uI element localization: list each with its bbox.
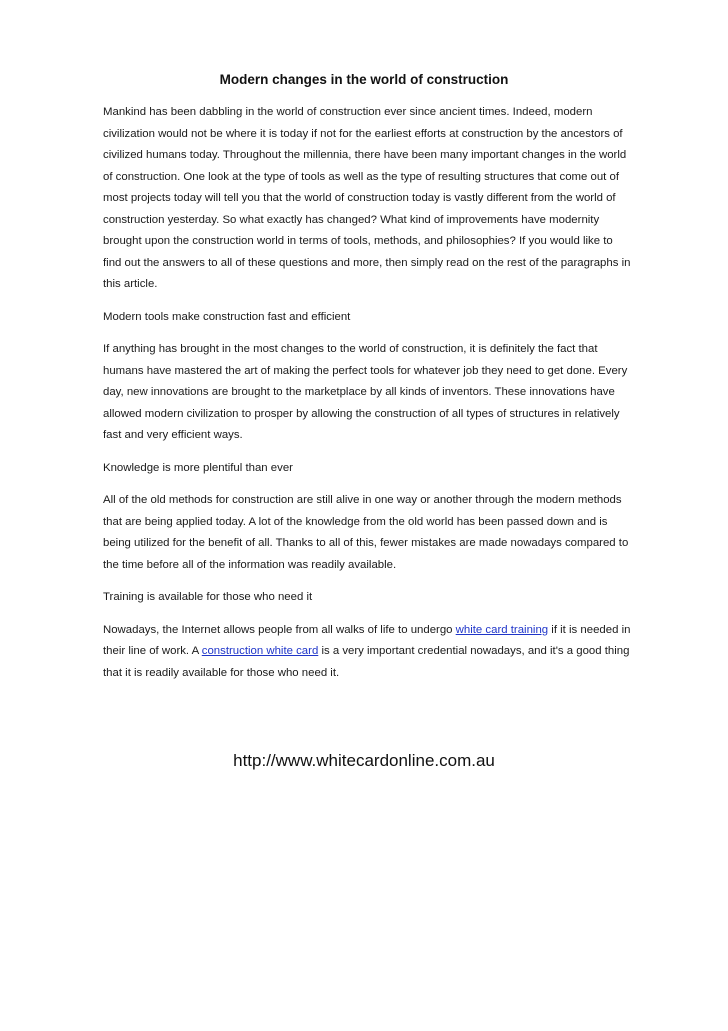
document-body xyxy=(103,102,633,695)
section-heading-training: Training is available for those who need it xyxy=(103,591,313,603)
training-text-part3: is a very important credential nowadays, and it's a good thing that it is readily available for those who need it. xyxy=(103,645,630,679)
section-heading-knowledge: Knowledge is more plentiful than ever xyxy=(103,461,293,474)
section-heading-modern-tools: Modern tools make construction fast and efficient xyxy=(103,310,351,323)
section-body-modern-tools: If anything has brought in the most changes to the world of construction, it is definitely the fact that humans have mastered the art of making the perfect tools for whatever job they need to get done. Every day, new innovations are brought to the marketplace by all kinds of inventors. These innovations have allowed modern civilization to prosper by allowing the construction of all types of structures in relatively fast and very efficient ways. xyxy=(103,343,628,441)
document-title: Modern changes in the world of construction xyxy=(219,72,509,87)
training-text-part1: Nowadays, the Internet allows people from all walks of life to undergo xyxy=(103,623,456,636)
white-card-training-link[interactable]: white card training xyxy=(455,623,549,636)
training-text-part2: if it is needed in their line of work. A xyxy=(103,623,631,657)
intro-paragraph: Mankind has been dabbling in the world of construction ever since ancient times. Indeed, modern civilization would not be where it is today if not for the earliest efforts at construction by the ancestors of civilized humans today. Throughout the millennia, there have been many important changes in the world of construction. One look at the type of tools as well as the type of resulting structures that come out of most projects today will tell you that the world of construction today is vastly different from the world of construction yesterday. So what exactly has changed? What kind of improvements have modernity brought upon the construction world in terms of tools, methods, and philosophies? If you would like to find out the answers to all of these questions and more, then simply read on the rest of the paragraphs in this article. xyxy=(103,106,631,290)
construction-white-card-link[interactable]: construction white card xyxy=(201,645,319,657)
section-body-knowledge: All of the old methods for construction are still alive in one way or another through the modern methods that are being applied today. A lot of the knowledge from the old world has been passed down and is being utilized for the benefit of all. Thanks to all of this, fewer mistakes are made nowadays compared to the time before all of the information was readily available. xyxy=(103,494,629,571)
footer-url: http://www.whitecardonline.com.au xyxy=(233,751,495,770)
section-body-training xyxy=(103,620,633,685)
